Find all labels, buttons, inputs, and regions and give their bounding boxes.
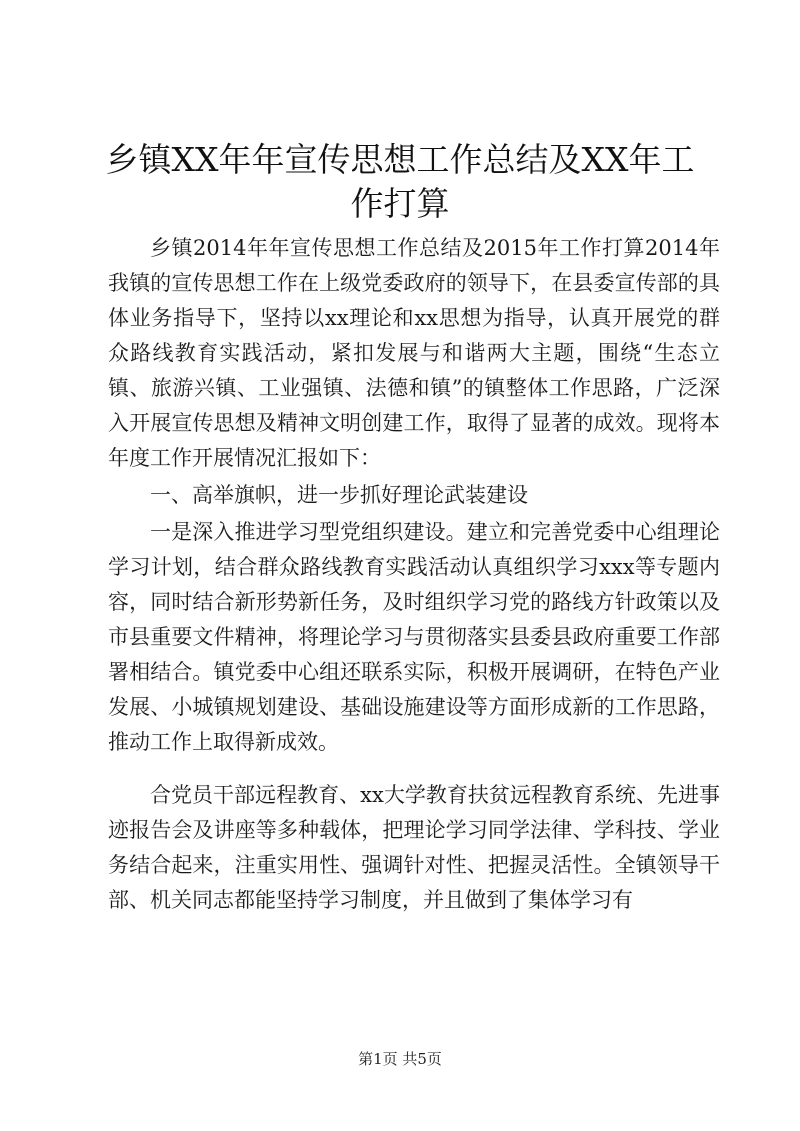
paragraph-remote-education: 合党员干部远程教育、xx大学教育扶贫远程教育系统、先进事迹报告会及讲座等多种载体，把理论学习同学法律、学科技、学业务结合起来，注重实用性、强调针对性、把握灵活性。全镇领导干部、机关同志都能坚持学习制度，并且做到了集体学习有 — [108, 783, 720, 912]
paragraph-study-org: 一是深入推进学习型党组织建设。建立和完善党委中心组理论学习计划，结合群众路线教育实践活动认真组织学习xxx等专题内容，同时结合新形势新任务，及时组织学习党的路线方针政策以及市县重要文件精神，将理论学习与贯彻落实县委县政府重要工作部署相结合。镇党委中心组还联系实际，积极开展调研，在特色产业发展、小城镇规划建设、基础设施建设等方面形成新的工作思路，推动工作上取得新成效。 — [108, 520, 720, 754]
document-title: 乡镇XX年年宣传思想工作总结及XX年工作打算 — [105, 140, 695, 223]
page-number-footer: 第1页 共5页 — [358, 1050, 442, 1068]
section-heading-1: 一、高举旗帜，进一步抓好理论武装建设 — [150, 483, 528, 507]
paragraph-intro: 乡镇2014年年宣传思想工作总结及2015年工作打算2014年我镇的宣传思想工作在上级党委政府的领导下，在县委宣传部的具体业务指导下，坚持以xx理论和xx思想为指导，认真开展党的群众路线教育实践活动，紧扣发展与和谐两大主题，围绕“生态立镇、旅游兴镇、工业强镇、法德和镇”的镇整体工作思路，广泛深入开展宣传思想及精神文明创建工作，取得了显著的成效。现将本年度工作开展情况汇报如下： — [108, 236, 720, 470]
document-body — [108, 231, 720, 918]
